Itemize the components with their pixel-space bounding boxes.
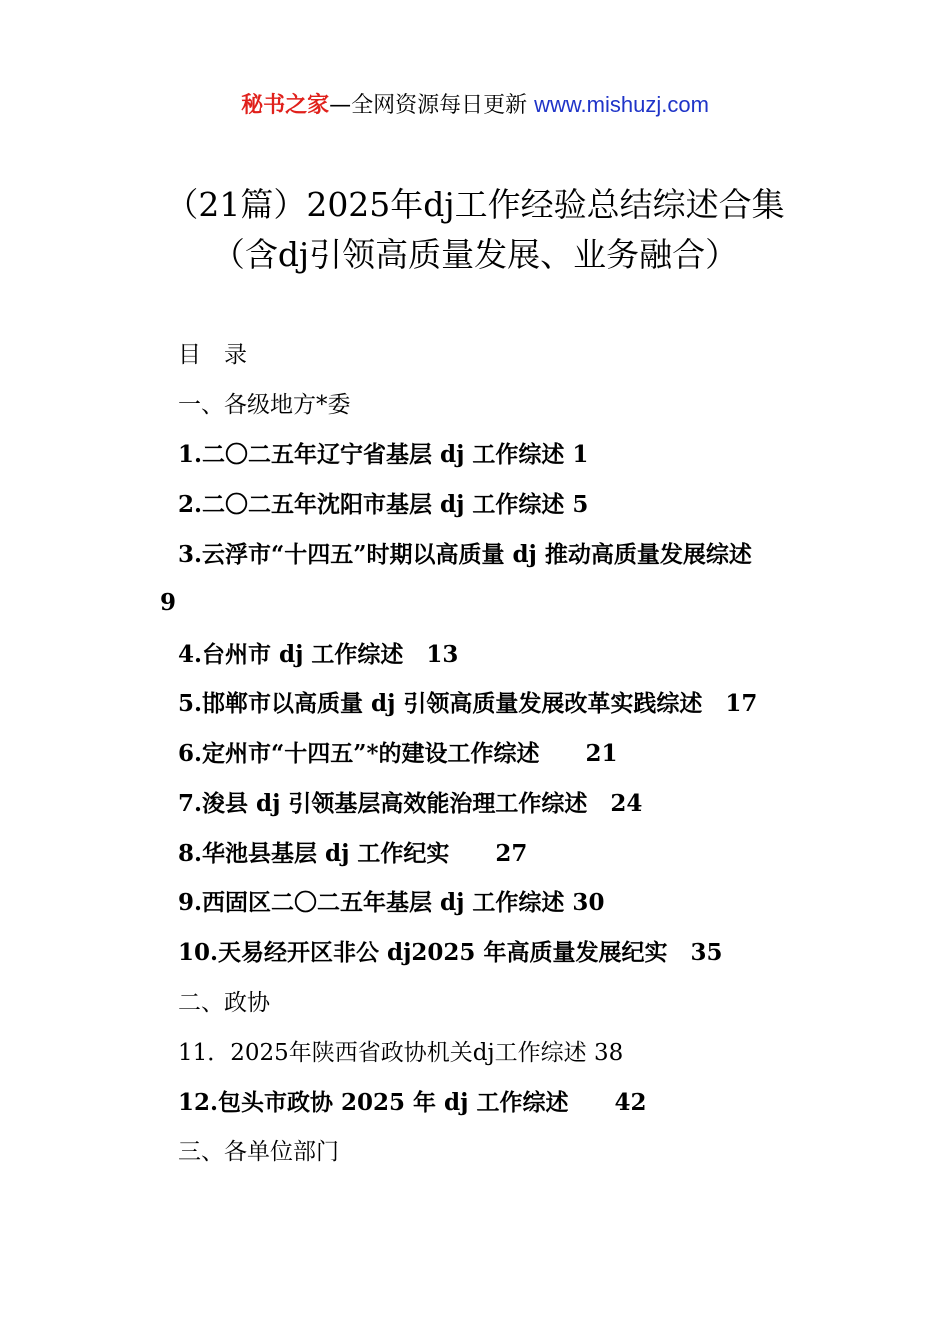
toc-section-departments: 三、各单位部门 (178, 1139, 339, 1165)
toc-item[interactable]: 6.定州市“十四五”*的建设工作综述 21 (178, 740, 618, 767)
brand-name: 秘书之家 (241, 93, 330, 118)
toc-item[interactable]: 8.华池县基层 dj 工作纪实 27 (178, 840, 528, 867)
toc-item[interactable]: 12.包头市政协 2025 年 dj 工作综述 42 (178, 1089, 647, 1116)
toc-section-local: 一、各级地方*委 (178, 392, 351, 418)
site-url[interactable]: www.mishuzj.com (534, 92, 709, 117)
document-title-line-1: （21篇）2025年dj工作经验总结综述合集 (165, 185, 785, 224)
slogan: —全网资源每日更新 (329, 93, 535, 118)
toc-item[interactable]: 11．2025年陕西省政协机关dj工作综述 38 (178, 1040, 624, 1066)
toc-section-cppcc: 二、政协 (178, 990, 270, 1016)
toc-item[interactable]: 10.天易经开区非公 dj2025 年高质量发展纪实 35 (178, 939, 723, 966)
toc-item[interactable]: 3.云浮市“十四五”时期以高质量 dj 推动高质量发展综述 (178, 541, 752, 568)
document-title-line-2: （含dj引领高质量发展、业务融合） (211, 235, 739, 274)
toc-item[interactable]: 9.西固区二〇二五年基层 dj 工作综述 30 (178, 889, 605, 916)
site-header (0, 88, 950, 123)
toc-item-page-number[interactable]: 9 (160, 589, 177, 616)
toc-item[interactable]: 5.邯郸市以高质量 dj 引领高质量发展改革实践综述 17 (178, 690, 758, 717)
toc-item[interactable]: 1.二〇二五年辽宁省基层 dj 工作综述 1 (178, 441, 589, 468)
toc-heading: 目 录 (178, 342, 247, 368)
toc-item[interactable]: 2.二〇二五年沈阳市基层 dj 工作综述 5 (178, 491, 589, 518)
toc-item[interactable]: 7.浚县 dj 引领基层高效能治理工作综述 24 (178, 790, 643, 817)
toc-item[interactable]: 4.台州市 dj 工作综述 13 (178, 641, 459, 668)
